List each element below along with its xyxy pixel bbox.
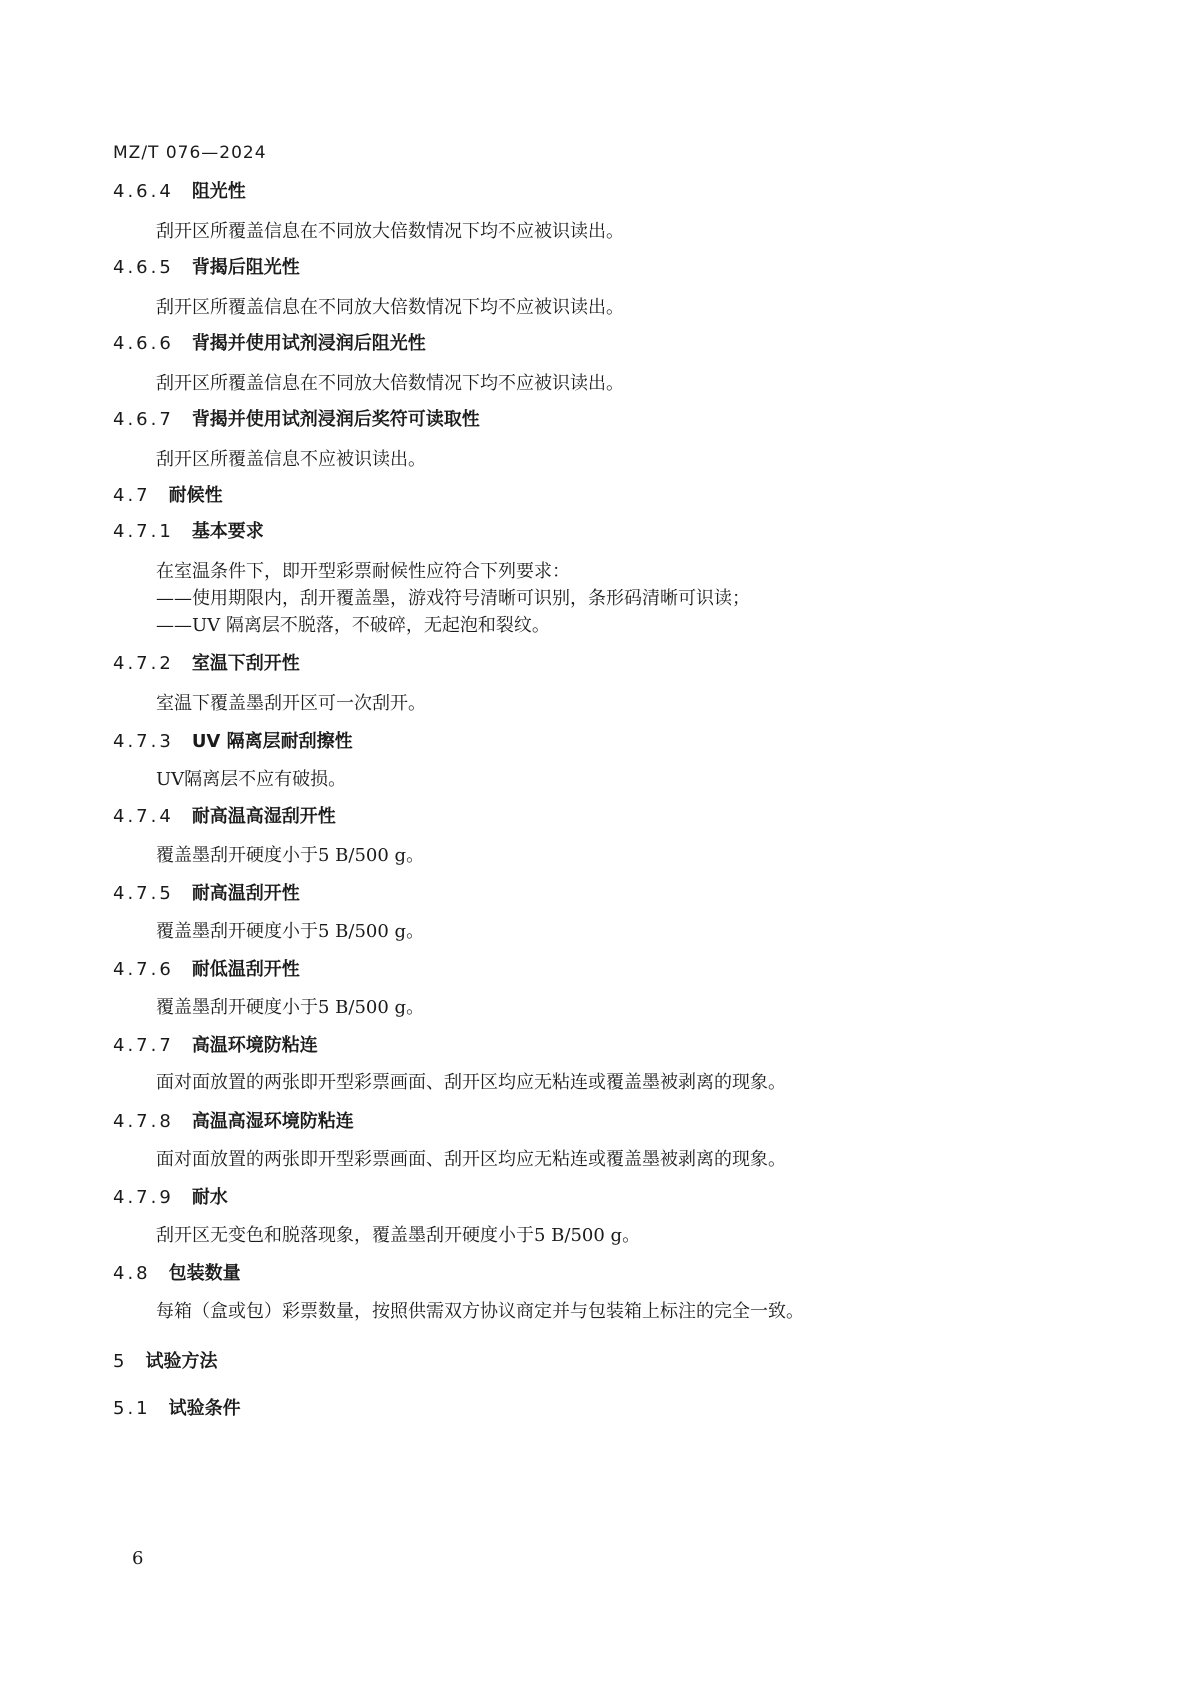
paragraph-line: UV隔离层不应有破损。 (156, 769, 347, 790)
section-paragraph (156, 1222, 640, 1249)
section-number: 4.7.6 (113, 959, 174, 980)
section-number: 4.7 (113, 485, 151, 506)
section-heading (113, 484, 223, 508)
section-number: 5 (113, 1351, 128, 1372)
paragraph-line: 覆盖墨刮开硬度小于5 B/500 g。 (156, 997, 425, 1018)
paragraph-line: 覆盖墨刮开硬度小于5 B/500 g。 (156, 921, 425, 942)
section-paragraph (156, 446, 426, 473)
section-number: 5.1 (113, 1398, 151, 1419)
section-title: 包装数量 (168, 1263, 241, 1284)
section-title: UV 隔离层耐刮擦性 (191, 731, 353, 752)
section-heading (113, 332, 426, 356)
section-heading (113, 652, 300, 676)
section-paragraph (156, 766, 346, 793)
paragraph-line: ——使用期限内，刮开覆盖墨，游戏符号清晰可识别，条形码清晰可识读； (156, 588, 750, 609)
section-title: 耐水 (191, 1187, 228, 1208)
section-heading (113, 408, 480, 432)
section-number: 4.7.2 (113, 653, 174, 674)
section-title: 高温环境防粘连 (191, 1035, 318, 1056)
section-paragraph (156, 994, 424, 1021)
section-title: 耐候性 (168, 485, 223, 506)
section-title: 耐高温高湿刮开性 (191, 806, 336, 827)
section-number: 4.7.5 (113, 883, 174, 904)
section-paragraph (156, 218, 624, 245)
section-heading (113, 1397, 241, 1421)
paragraph-line: ——UV 隔离层不脱落，不破碎，无起泡和裂纹。 (156, 615, 550, 636)
section-title: 阻光性 (191, 181, 246, 202)
section-heading (113, 1110, 354, 1134)
section-number: 4.6.5 (113, 257, 174, 278)
section-number: 4.8 (113, 1263, 151, 1284)
section-heading (113, 1034, 318, 1058)
section-heading (113, 730, 353, 754)
section-title: 耐低温刮开性 (191, 959, 300, 980)
section-number: 4.7.4 (113, 806, 174, 827)
section-number: 4.7.3 (113, 731, 174, 752)
section-heading (113, 1350, 217, 1374)
paragraph-line: 刮开区所覆盖信息在不同放大倍数情况下均不应被识读出。 (156, 297, 624, 318)
section-heading (113, 882, 300, 906)
section-title: 背揭后阻光性 (191, 257, 300, 278)
section-title: 背揭并使用试剂浸润后奖符可读取性 (191, 409, 480, 430)
section-paragraph (156, 1146, 786, 1173)
section-title: 高温高湿环境防粘连 (191, 1111, 354, 1132)
paragraph-line: 刮开区所覆盖信息在不同放大倍数情况下均不应被识读出。 (156, 221, 624, 242)
section-heading (113, 520, 264, 544)
section-paragraph (156, 294, 624, 321)
paragraph-line: 每箱（盒或包）彩票数量，按照供需双方协议商定并与包装箱上标注的完全一致。 (156, 1301, 804, 1322)
section-paragraph (156, 558, 750, 639)
section-paragraph (156, 918, 424, 945)
section-heading (113, 1186, 228, 1210)
section-title: 耐高温刮开性 (191, 883, 300, 904)
section-number: 4.6.6 (113, 333, 174, 354)
paragraph-line: 刮开区所覆盖信息不应被识读出。 (156, 449, 426, 470)
section-number: 4.7.9 (113, 1187, 174, 1208)
document-code: MZ/T 076—2024 (113, 143, 267, 163)
paragraph-line: 面对面放置的两张即开型彩票画面、刮开区均应无粘连或覆盖墨被剥离的现象。 (156, 1072, 786, 1093)
section-paragraph (156, 690, 426, 717)
section-title: 背揭并使用试剂浸润后阻光性 (191, 333, 426, 354)
section-heading (113, 180, 246, 204)
section-number: 4.7.8 (113, 1111, 174, 1132)
paragraph-line: 面对面放置的两张即开型彩票画面、刮开区均应无粘连或覆盖墨被剥离的现象。 (156, 1149, 786, 1170)
section-heading (113, 256, 300, 280)
section-paragraph (156, 1069, 786, 1096)
paragraph-line: 在室温条件下，即开型彩票耐候性应符合下列要求： (156, 561, 570, 582)
section-heading (113, 1262, 241, 1286)
section-paragraph (156, 842, 424, 869)
page-number: 6 (132, 1548, 144, 1569)
section-title: 室温下刮开性 (191, 653, 300, 674)
section-paragraph (156, 370, 624, 397)
section-heading (113, 805, 336, 829)
section-title: 试验条件 (168, 1398, 241, 1419)
section-number: 4.6.4 (113, 181, 174, 202)
paragraph-line: 室温下覆盖墨刮开区可一次刮开。 (156, 693, 426, 714)
section-number: 4.7.7 (113, 1035, 174, 1056)
paragraph-line: 刮开区所覆盖信息在不同放大倍数情况下均不应被识读出。 (156, 373, 624, 394)
section-paragraph (156, 1298, 804, 1325)
section-heading (113, 958, 300, 982)
paragraph-line: 刮开区无变色和脱落现象，覆盖墨刮开硬度小于5 B/500 g。 (156, 1225, 641, 1246)
paragraph-line: 覆盖墨刮开硬度小于5 B/500 g。 (156, 845, 425, 866)
section-title: 试验方法 (145, 1351, 218, 1372)
section-title: 基本要求 (191, 521, 264, 542)
section-number: 4.7.1 (113, 521, 174, 542)
section-number: 4.6.7 (113, 409, 174, 430)
